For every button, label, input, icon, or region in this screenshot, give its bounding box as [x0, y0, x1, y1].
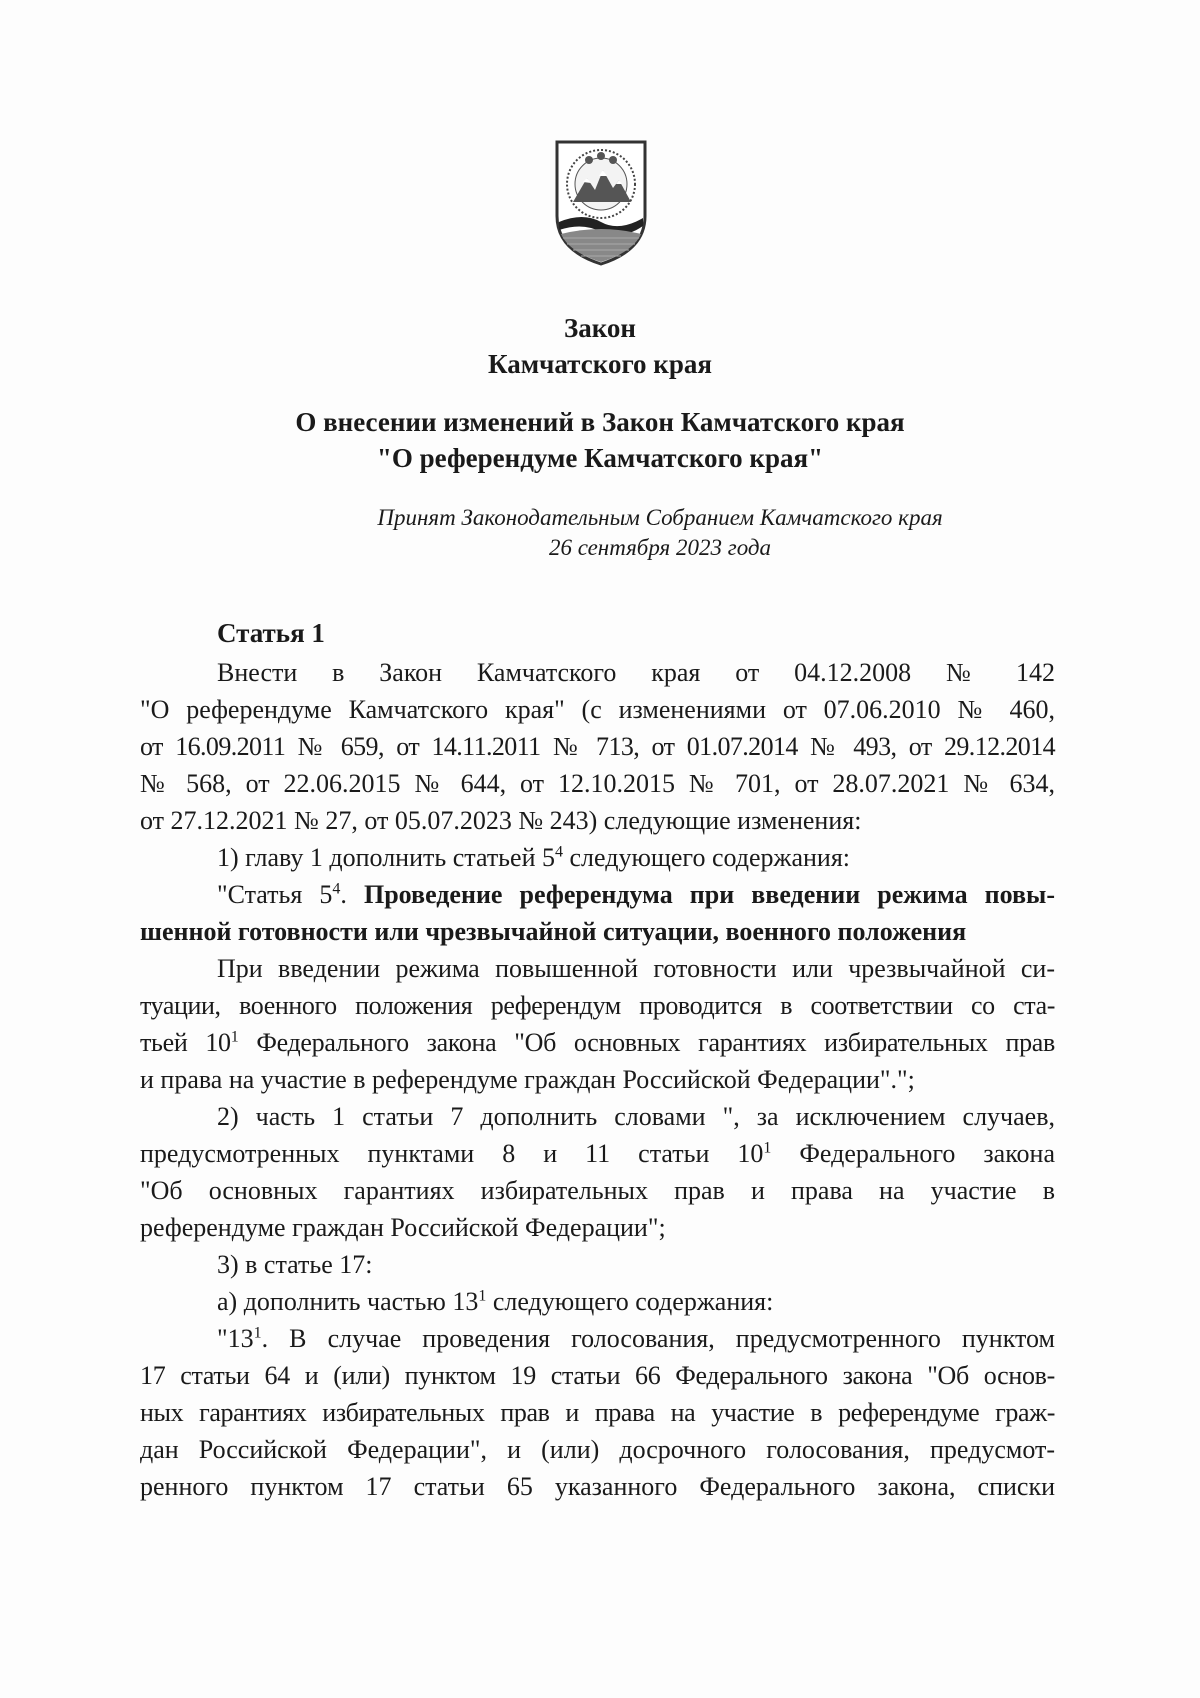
subject-line2: "О референдуме Камчатского края" [376, 443, 824, 473]
adopted-line2: 26 сентября 2023 года [548, 535, 772, 560]
article-body [140, 615, 1055, 1505]
intro-line: от 27.12.2021 № 27, от 05.07.2023 № 243) следующие изменения: [140, 806, 862, 835]
intro-line: Внести в Закон Камчатского края от 04.12.2008 № 142 [217, 658, 1055, 687]
article-5-4-title: "Статья $5^4$. Проведение референдума при введении режима повы- [217, 880, 1056, 909]
part-13-1-line: 17 статьи 64 и (или) пунктом 19 статьи 66 Федерального закона "Об основ- [140, 1361, 1055, 1390]
subject-line1: О внесении изменений в Закон Камчатского края [295, 407, 905, 437]
law-title [0, 310, 1200, 382]
item-2 [140, 1098, 1055, 1246]
item-3a-line: а) дополнить частью $13^1$ следующего содержания: [217, 1287, 774, 1316]
law-subject-title [0, 404, 1200, 476]
item-2-line: предусмотренных пунктами 8 и 11 статьи $10^1$ Федерального закона [140, 1139, 1055, 1168]
article-5-4 [140, 876, 1055, 1098]
adopted-line1: Принят Законодательным Собранием Камчатского края [377, 505, 943, 530]
intro-line: от 16.09.2011 № 659, от 14.11.2011 № 713, от 01.07.2014 № 493, от 29.12.2014 [140, 732, 1055, 761]
item-1: 1) главу 1 дополнить статьей $5^4$ следующего содержания: [217, 843, 851, 872]
item-2-line: референдуме граждан Российской Федерации"; [140, 1213, 666, 1242]
article-5-4-text: и права на участие в референдуме граждан Российской Федерации"."; [140, 1065, 915, 1094]
part-13-1-line: "$13^1$. В случае проведения голосования, предусмотренного пунктом [217, 1324, 1055, 1353]
adoption-note [60, 503, 1200, 563]
part-13-1 [140, 1320, 1055, 1505]
law-title-line2: Камчатского края [488, 349, 712, 379]
item-2-line: "Об основных гарантиях избирательных прав и права на участие в [140, 1176, 1055, 1205]
article-5-4-text: тьей $10^1$ Федерального закона "Об основных гарантиях избирательных прав [140, 1028, 1055, 1057]
item-3-line: 3) в статье 17: [217, 1250, 373, 1279]
part-13-1-line: дан Российской Федерации", и (или) досрочного голосования, предусмот- [140, 1435, 1055, 1464]
article-heading: Статья 1 [217, 618, 325, 648]
intro-line: "О референдуме Камчатского края" (с изменениями от 07.06.2010 № 460, [140, 695, 1055, 724]
part-13-1-line: ренного пунктом 17 статьи 65 указанного Федерального закона, списки [140, 1472, 1055, 1501]
intro-line: № 568, от 22.06.2015 № 644, от 12.10.2015 № 701, от 28.07.2021 № 634, [140, 769, 1055, 798]
item-3 [140, 1246, 1055, 1320]
article-5-4-title-cont: шенной готовности или чрезвычайной ситуации, военного положения [140, 917, 967, 946]
article-5-4-text: туации, военного положения референдум проводится в соответствии со ста- [140, 991, 1055, 1020]
law-title-line1: Закон [563, 313, 636, 343]
article-5-4-text: При введении режима повышенной готовности или чрезвычайной си- [217, 954, 1055, 983]
part-13-1-line: ных гарантиях избирательных прав и права на участие в референдуме граж- [140, 1398, 1055, 1427]
item-2-line: 2) часть 1 статьи 7 дополнить словами ", за исключением случаев, [217, 1102, 1055, 1131]
kamchatka-coat-of-arms-icon [553, 138, 649, 268]
article-intro [140, 654, 1055, 839]
